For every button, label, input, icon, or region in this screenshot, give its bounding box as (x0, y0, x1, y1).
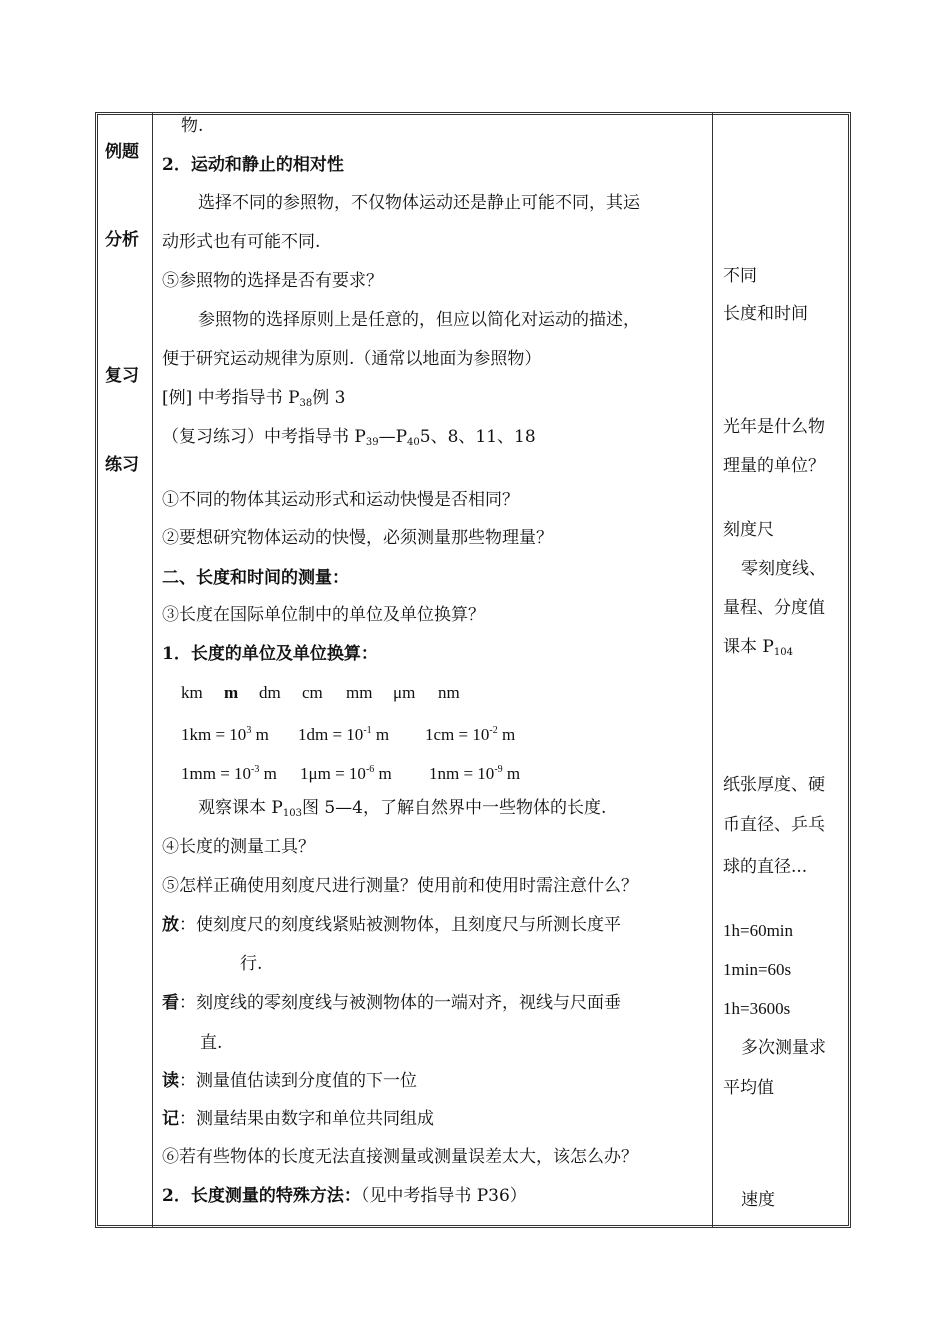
label-practice: 练习 (105, 455, 139, 475)
question-line: ④长度的测量工具？ (162, 837, 315, 857)
note-line: 课本 $P_{104}$ (723, 637, 793, 658)
question-line: ①不同的物体其运动形式和运动快慢是否相同？ (162, 490, 519, 510)
main-line: 动形式也有可能不同. (162, 232, 321, 252)
note-line: 纸张厚度、硬 (723, 775, 825, 795)
unit-item: mm (346, 683, 373, 702)
note-line: 零刻度线、 (741, 559, 826, 579)
unit-item: cm (302, 683, 323, 702)
question-line: ⑤参照物的选择是否有要求？ (162, 271, 383, 291)
unit-conversion: $1nm = 10^{-9}$ m (429, 764, 521, 783)
main-line: 选择不同的参照物，不仅物体运动还是静止可能不同，其运 (198, 193, 640, 213)
note-line: 光年是什么物 (723, 417, 825, 437)
section-heading: 二、长度和时间的测量： (162, 568, 349, 588)
column-divider-left (152, 112, 153, 1228)
note-line: 1h=60min (723, 921, 794, 940)
unit-item: nm (438, 683, 460, 702)
note-line: 速度 (741, 1190, 775, 1210)
note-line: 长度和时间 (723, 304, 808, 324)
unit-item: m (224, 683, 239, 702)
main-line: 参照物的选择原则上是任意的，但应以简化对运动的描述， (198, 310, 640, 330)
example-reference: [例] 中考指导书 $P_{38}$例 3 (162, 388, 346, 409)
unit-item: dm (259, 683, 281, 702)
column-divider-right (712, 112, 713, 1228)
note-line: 币直径、乒乓 (723, 815, 825, 835)
unit-conversion: $1\mu m = 10^{-6}$ m (300, 764, 392, 783)
question-line: ⑥若有些物体的长度无法直接测量或测量误差太大，该怎么办？ (162, 1147, 638, 1167)
unit-conversion: $1mm = 10^{-3}$ m (181, 764, 277, 783)
unit-conversion: $1km = 10^3$ m (181, 725, 269, 744)
practice-reference: （复习练习）中考指导书 $P_{39}—P_{40}5$、8、11、18 (162, 427, 536, 448)
section-heading: 2．运动和静止的相对性 (162, 155, 344, 175)
label-example: 例题 (105, 142, 139, 162)
note-line: 平均值 (723, 1078, 774, 1098)
note-line: 理量的单位？ (723, 456, 825, 476)
note-line: 球的直径... (723, 857, 808, 877)
note-line: 多次测量求 (741, 1038, 826, 1058)
textbook-reference: 观察课本 $P_{103}$图 5—4，了解自然界中一些物体的长度. (198, 798, 607, 819)
step-record: 记：测量结果由数字和单位共同组成 (162, 1109, 434, 1129)
label-analysis: 分析 (105, 230, 139, 250)
step-look-cont: 直. (200, 1033, 223, 1053)
unit-item: μm (393, 683, 416, 702)
step-read: 读：测量值估读到分度值的下一位 (162, 1071, 417, 1091)
question-line: ⑤怎样正确使用刻度尺进行测量？使用前和使用时需注意什么？ (162, 876, 638, 896)
question-line: ②要想研究物体运动的快慢，必须测量那些物理量？ (162, 528, 553, 548)
note-line: 量程、分度值 (723, 598, 825, 618)
unit-conversion: $1cm = 10^{-2}$ m (425, 725, 516, 744)
note-line: 不同 (723, 266, 757, 286)
section-heading: 2．长度测量的特殊方法：（见中考指导书 P36） (162, 1186, 527, 1206)
unit-item: km (181, 683, 203, 702)
step-look: 看：刻度线的零刻度线与被测物体的一端对齐，视线与尺面垂 (162, 993, 621, 1013)
main-line: 物. (181, 116, 204, 136)
question-line: ③长度在国际单位制中的单位及单位换算？ (162, 605, 485, 625)
note-line: 1min=60s (723, 960, 792, 979)
unit-conversion: $1dm = 10^{-1}$ m (298, 725, 390, 744)
note-line: 1h=3600s (723, 999, 791, 1018)
main-line: 便于研究运动规律为原则.（通常以地面为参照物） (162, 349, 542, 369)
note-line: 刻度尺 (723, 520, 774, 540)
label-review: 复习 (105, 366, 139, 386)
step-place-cont: 行. (240, 954, 263, 974)
step-place: 放：使刻度尺的刻度线紧贴被测物体，且刻度尺与所测长度平 (162, 915, 621, 935)
section-heading: 1．长度的单位及单位换算： (162, 644, 378, 664)
